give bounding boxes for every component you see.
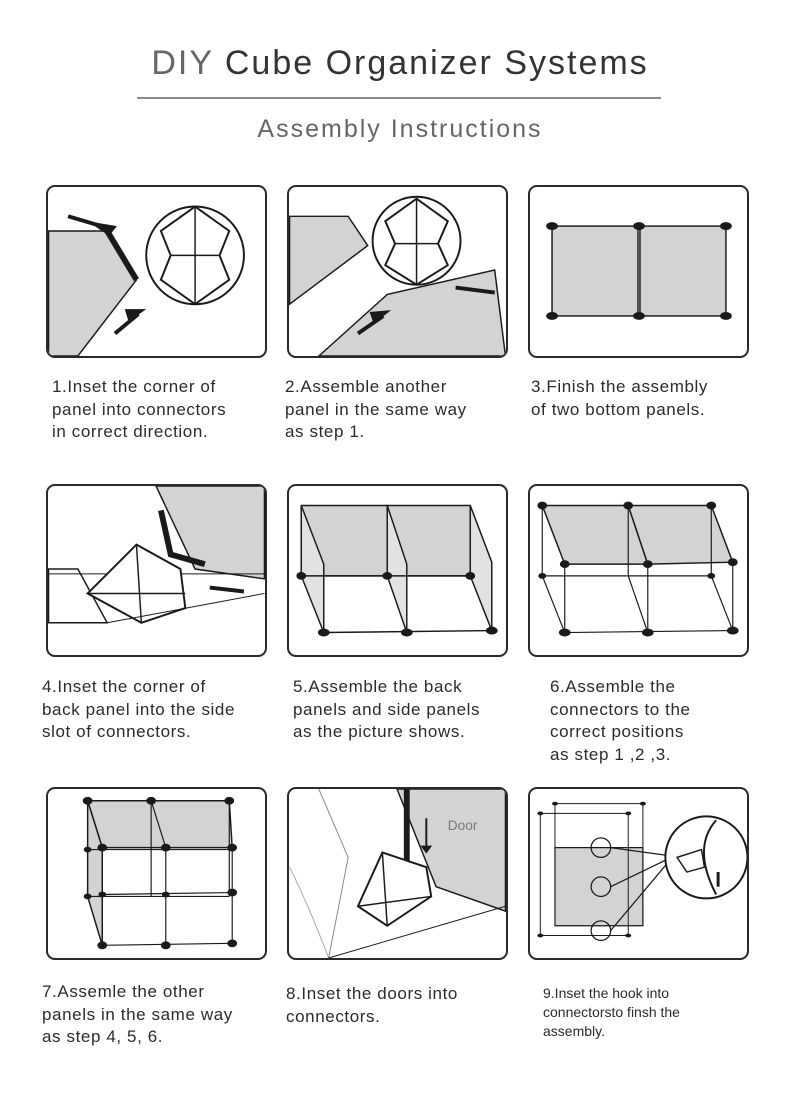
title-divider <box>137 97 661 99</box>
step-5-caption: 5.Assemble the back panels and side panels as the picture shows. <box>293 677 481 741</box>
step-8-illustration <box>287 787 508 960</box>
step-7-illustration <box>46 787 267 960</box>
page-subtitle: Assembly Instructions <box>257 115 543 143</box>
step-7-caption: 7.Assemle the other panels in the same way as step 4, 5, 6. <box>42 982 233 1046</box>
door-label: Door <box>447 818 478 834</box>
step-3-caption: 3.Finish the assembly of two bottom panels. <box>531 377 709 419</box>
step-3-illustration <box>528 185 749 358</box>
page-title <box>0 44 800 83</box>
step-6-illustration <box>528 484 749 657</box>
step-4-illustration <box>46 484 267 657</box>
step-8-caption: 8.Inset the doors into connectors. <box>286 984 458 1026</box>
step-2-illustration <box>287 185 508 358</box>
step-4-caption: 4.Inset the corner of back panel into the side slot of connectors. <box>42 677 236 741</box>
step-1-illustration <box>46 185 267 358</box>
title-lead: DIY <box>151 44 214 82</box>
title-rest: Cube Organizer Systems <box>224 44 649 82</box>
step-1-caption: 1.Inset the corner of panel into connectors in correct direction. <box>52 377 227 441</box>
step-5-illustration <box>287 484 508 657</box>
step-9-caption: 9.Inset the hook into connectorsto finsh the assembly. <box>543 985 680 1039</box>
step-9-illustration <box>528 787 749 960</box>
step-2-caption: 2.Assemble another panel in the same way as step 1. <box>285 377 467 441</box>
step-6-caption: 6.Assemble the connectors to the correct positions as step 1 ,2 ,3. <box>550 677 691 764</box>
